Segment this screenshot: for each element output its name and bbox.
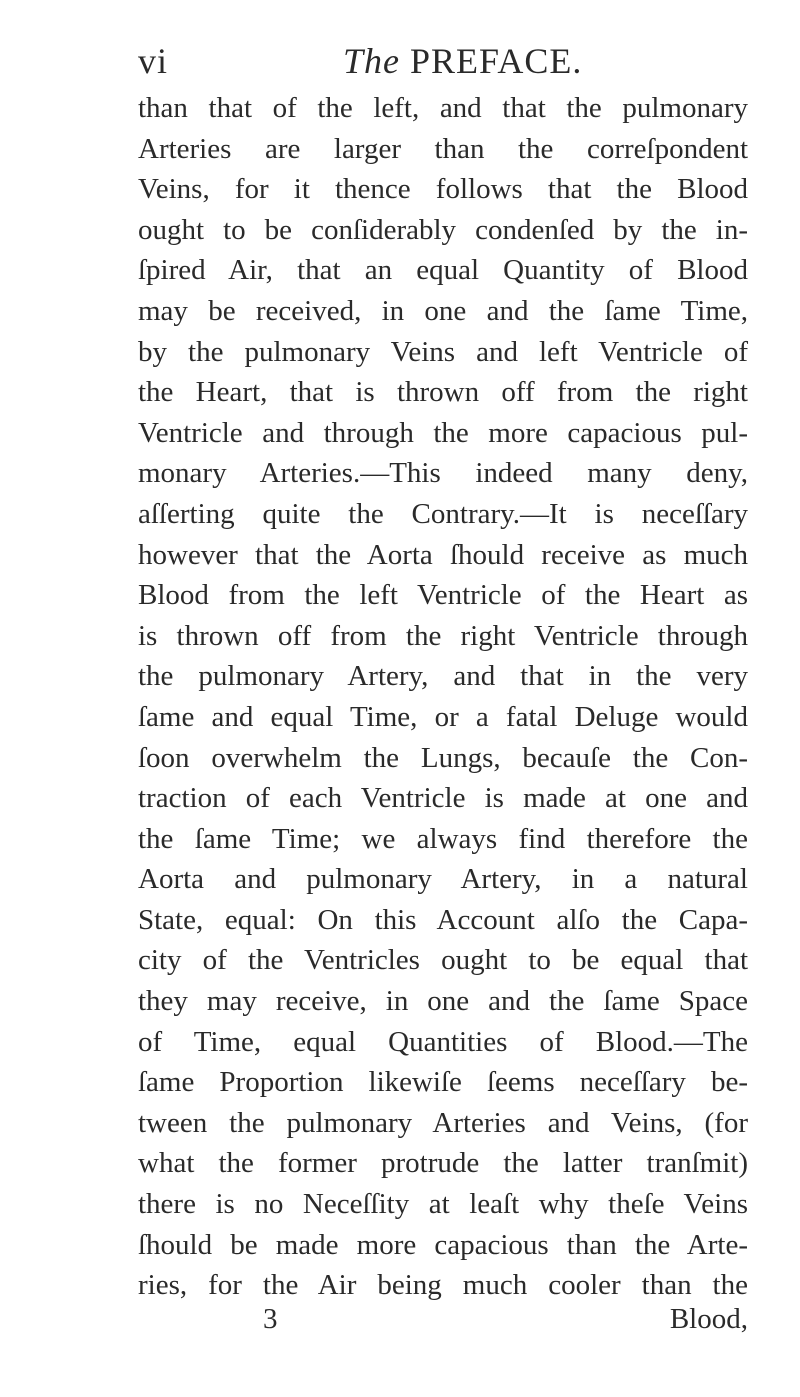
text-line: ſpired Air, that an equal Quantity of Blood (138, 254, 748, 287)
text-line: what the former protrude the latter tranſmit) (138, 1147, 748, 1180)
text-line: the Heart, that is thrown off from the right (138, 376, 748, 409)
text-line: aſſerting quite the Contrary.—It is neceſſary (138, 497, 748, 530)
page-footer (138, 1303, 748, 1345)
text-line: Aorta and pulmonary Artery, in a natural (138, 863, 748, 896)
running-head (138, 40, 748, 84)
text-line: city of the Ventricles ought to be equal that (138, 944, 748, 977)
running-title-main: PREFACE. (410, 41, 583, 81)
catchword: Blood, (669, 1303, 748, 1335)
text-line: they may receive, in one and the ſame Space (138, 985, 748, 1018)
running-title-article: The (343, 41, 400, 81)
text-line: ſame and equal Time, or a fatal Deluge would (138, 700, 748, 733)
text-line: tween the pulmonary Arteries and Veins, (for (138, 1106, 748, 1139)
text-line: however that the Aorta ſhould receive as much (138, 538, 748, 571)
text-line: than that of the left, and that the pulmonary (138, 92, 748, 124)
text-line: there is no Neceſſity at leaſt why theſe Veins (138, 1188, 748, 1221)
text-line: ought to be conſiderably condenſed by the in- (138, 213, 748, 246)
text-line: traction of each Ventricle is made at one and (138, 782, 748, 815)
text-line: of Time, equal Quantities of Blood.—The (138, 1025, 748, 1058)
page-number: vi (138, 41, 169, 81)
text-line: the pulmonary Artery, and that in the very (138, 660, 748, 693)
body-text (138, 88, 748, 1306)
text-line: State, equal: On this Account alſo the Capa- (138, 903, 748, 936)
text-line: ſhould be made more capacious than the Arte- (138, 1228, 748, 1261)
text-line: ſame Proportion likewiſe ſeems neceſſary be- (138, 1066, 748, 1099)
text-line: the ſame Time; we always find therefore the (138, 822, 748, 855)
signature-mark: 3 (263, 1303, 278, 1335)
text-line: Ventricle and through the more capacious pul- (138, 416, 748, 449)
text-line: by the pulmonary Veins and left Ventricle of (138, 335, 748, 368)
text-line: Arteries are larger than the correſpondent (138, 132, 748, 165)
text-line: Blood from the left Ventricle of the Heart as (138, 579, 748, 612)
text-line: monary Arteries.—This indeed many deny, (138, 457, 748, 490)
text-line: may be received, in one and the ſame Time, (138, 294, 748, 327)
text-line: ſoon overwhelm the Lungs, becauſe the Con- (138, 741, 748, 774)
running-title (343, 40, 582, 82)
text-line: Veins, for it thence follows that the Blood (138, 173, 748, 206)
text-line: ries, for the Air being much cooler than the (138, 1269, 748, 1302)
text-line: is thrown off from the right Ventricle through (138, 619, 748, 652)
